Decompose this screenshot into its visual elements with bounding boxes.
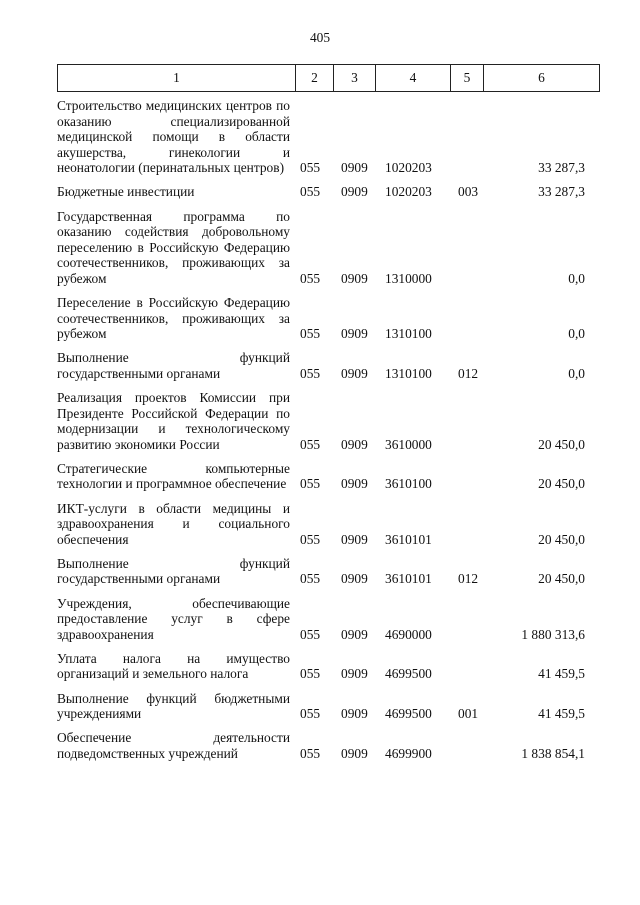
col-5-code: 012 <box>458 365 479 381</box>
col-2-code: 055 <box>300 326 321 342</box>
row-name: Стратегические компьютерные технологии и программное обеспечение <box>57 460 290 492</box>
table-row <box>57 98 600 176</box>
header-col-3: 3 <box>334 65 376 91</box>
table-row <box>57 596 600 643</box>
col-3-code: 0909 <box>341 531 368 547</box>
row-name: Строительство медицинских центров по оказанию специализированной медицинской помощи в области акушерства, гинекологии и неонатологии (перинатальных центров) <box>57 98 290 176</box>
table-header <box>57 64 600 92</box>
table-row <box>57 390 600 452</box>
col-3-code: 0909 <box>341 706 368 722</box>
col-2-code: 055 <box>300 571 321 587</box>
amount: 0,0 <box>568 270 585 286</box>
row-name: Уплата налога на имущество организаций и земельного налога <box>57 650 290 682</box>
amount: 20 450,0 <box>538 476 585 492</box>
col-2-code: 055 <box>300 184 321 200</box>
row-name: Учреждения, обеспечивающие предоставление услуг в сфере здравоохранения <box>57 595 290 642</box>
col-3-code: 0909 <box>341 626 368 642</box>
col-3-code: 0909 <box>341 666 368 682</box>
amount: 1 838 854,1 <box>521 745 585 761</box>
col-2-code: 055 <box>300 626 321 642</box>
table-row <box>57 295 600 342</box>
col-3-code: 0909 <box>341 365 368 381</box>
col-4-code: 4699900 <box>385 745 432 761</box>
table-row <box>57 730 600 761</box>
col-4-code: 1020203 <box>385 184 432 200</box>
amount: 33 287,3 <box>538 160 585 176</box>
row-name: Реализация проектов Комиссии при Президенте Российской Федерации по модернизации и технологическому развитию экономики России <box>57 390 290 452</box>
col-4-code: 1310100 <box>385 365 432 381</box>
header-col-5: 5 <box>451 65 484 91</box>
row-name: Выполнение функций государственными органами <box>57 350 290 381</box>
col-4-code: 1020203 <box>385 160 432 176</box>
amount: 20 450,0 <box>538 531 585 547</box>
col-2-code: 055 <box>300 666 321 682</box>
col-2-code: 055 <box>300 160 321 176</box>
table-row <box>57 651 600 682</box>
col-4-code: 1310000 <box>385 270 432 286</box>
table-body <box>57 98 600 770</box>
col-3-code: 0909 <box>341 270 368 286</box>
col-3-code: 0909 <box>341 160 368 176</box>
header-col-6: 6 <box>538 70 545 85</box>
row-name: Выполнение функций бюджетными учреждениями <box>57 690 290 722</box>
col-2-code: 055 <box>300 365 321 381</box>
col-5-code: 003 <box>458 184 479 200</box>
col-2-code: 055 <box>300 531 321 547</box>
page-number: 405 <box>309 30 331 45</box>
header-col-1: 1 <box>58 65 296 91</box>
col-3-code: 0909 <box>341 745 368 761</box>
table-row <box>57 691 600 722</box>
amount: 20 450,0 <box>538 571 585 587</box>
header-col-2: 2 <box>296 65 334 91</box>
col-3-code: 0909 <box>341 436 368 452</box>
col-4-code: 3610101 <box>385 571 432 587</box>
table-row <box>57 184 600 200</box>
col-4-code: 3610101 <box>385 531 432 547</box>
col-5-code: 001 <box>458 706 479 722</box>
amount: 0,0 <box>568 326 585 342</box>
col-3-code: 0909 <box>341 326 368 342</box>
col-4-code: 4699500 <box>385 666 432 682</box>
row-name: Выполнение функций государственными органами <box>57 555 290 587</box>
amount: 1 880 313,6 <box>521 626 585 642</box>
table-row <box>57 461 600 492</box>
col-3-code: 0909 <box>341 571 368 587</box>
row-name: Государственная программа по оказанию содействия добровольному переселению в Российскую Федерацию соотечественников, проживающих за рубежом <box>57 208 290 286</box>
table-row <box>57 501 600 548</box>
col-4-code: 4699500 <box>385 706 432 722</box>
header-col-4: 4 <box>376 65 451 91</box>
col-3-code: 0909 <box>341 184 368 200</box>
amount: 20 450,0 <box>538 436 585 452</box>
col-5-code: 012 <box>458 571 479 587</box>
row-name: ИКТ-услуги в области медицины и здравоохранения и социального обеспечения <box>57 500 290 547</box>
col-3-code: 0909 <box>341 476 368 492</box>
table-row <box>57 350 600 381</box>
col-4-code: 3610100 <box>385 476 432 492</box>
amount: 41 459,5 <box>538 666 585 682</box>
col-4-code: 1310100 <box>385 326 432 342</box>
amount: 41 459,5 <box>538 706 585 722</box>
amount: 0,0 <box>568 365 585 381</box>
col-2-code: 055 <box>300 476 321 492</box>
col-2-code: 055 <box>300 270 321 286</box>
amount: 33 287,3 <box>538 184 585 200</box>
row-name: Бюджетные инвестиции <box>57 184 195 200</box>
col-2-code: 055 <box>300 436 321 452</box>
row-name: Обеспечение деятельности подведомственных учреждений <box>57 730 290 761</box>
table-row <box>57 209 600 287</box>
col-2-code: 055 <box>300 706 321 722</box>
col-4-code: 4690000 <box>385 626 432 642</box>
col-4-code: 3610000 <box>385 436 432 452</box>
row-name: Переселение в Российскую Федерацию соотечественников, проживающих за рубежом <box>57 295 290 342</box>
col-2-code: 055 <box>300 745 321 761</box>
table-row <box>57 556 600 587</box>
